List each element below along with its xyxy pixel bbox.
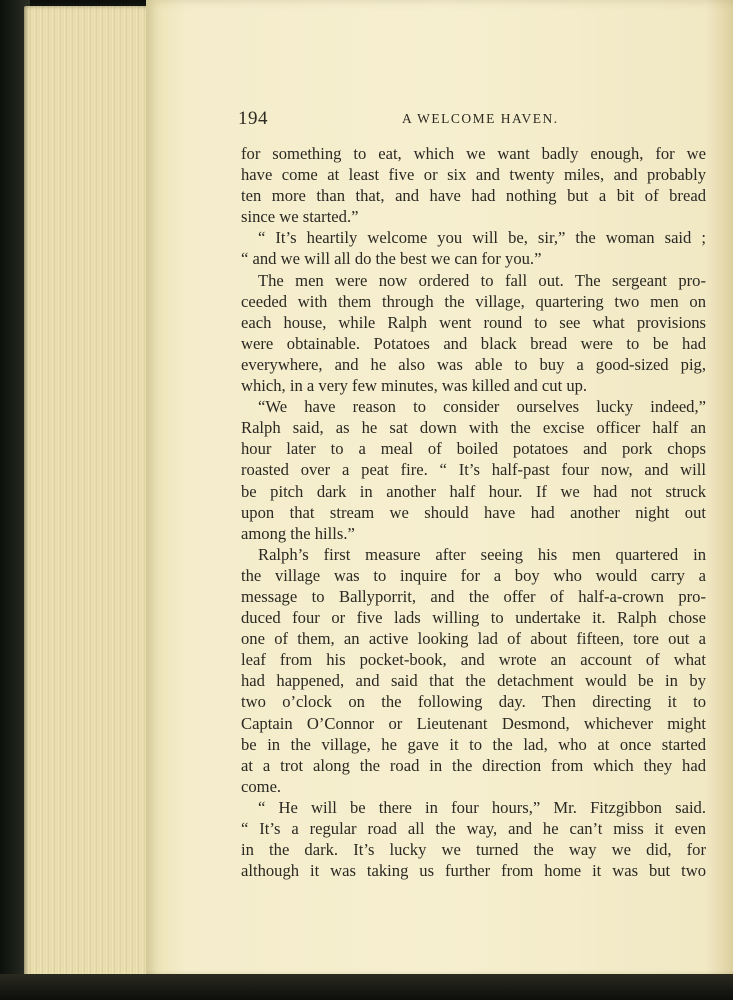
text-line: Ralph’s first measure after seeing his men quartered in [258, 544, 706, 564]
text-line: hour later to a meal of boiled potatoes and pork chops [241, 439, 706, 459]
text-line: “ It’s heartily welcome you will be, sir,” the woman said ; [258, 228, 706, 248]
text-line: Captain O’Connor or Lieutenant Desmond, whichever might [241, 713, 706, 733]
body-text [241, 143, 706, 881]
text-line: two o’clock on the following day. Then directing it to [241, 692, 706, 712]
text-line: one of them, an active looking lad of about fifteen, tore out a [241, 629, 706, 649]
text-line: the village was to inquire for a boy who would carry a [241, 565, 706, 585]
text-line: come. [241, 776, 282, 796]
text-line: at a trot along the road in the direction from which they had [241, 755, 706, 775]
running-head [238, 108, 704, 128]
text-line: have come at least five or six and twenty miles, and probably [241, 165, 706, 185]
text-line: leaf from his pocket-book, and wrote an account of what [241, 650, 706, 670]
text-line: duced four or five lads willing to undertake it. Ralph chose [241, 608, 706, 628]
text-line: which, in a very few minutes, was killed and cut up. [241, 376, 588, 396]
book-page [146, 0, 733, 984]
text-line: in the dark. It’s lucky we turned the way we did, for [241, 840, 706, 860]
text-line: since we started.” [241, 207, 359, 227]
text-line: Ralph said, as he sat down with the excise officer half an [241, 418, 706, 438]
text-line: “We have reason to consider ourselves lucky indeed,” [258, 397, 706, 417]
text-line: had happened, and said that the detachment would be in by [241, 671, 706, 691]
text-line: although it was taking us further from home it was but two [241, 861, 706, 881]
backdrop-bottom [0, 974, 733, 1000]
text-line: were obtainable. Potatoes and black bread were to be had [241, 333, 706, 353]
text-line: roasted over a peat fire. “ It’s half-past four now, and will [241, 460, 706, 480]
text-line: among the hills.” [241, 523, 355, 543]
text-line: each house, while Ralph went round to see what provisions [241, 312, 706, 332]
text-line: be pitch dark in another half hour. If we had not struck [241, 481, 706, 501]
text-line: for something to eat, which we want badly enough, for we [241, 144, 706, 163]
text-line: message to Ballyporrit, and the offer of half-a-crown pro- [241, 586, 706, 606]
text-line: everywhere, and he also was able to buy a good-sized pig, [241, 354, 706, 374]
text-line: be in the village, he gave it to the lad, who at once started [241, 734, 706, 754]
text-line: “ He will be there in four hours,” Mr. Fitzgibbon said. [258, 797, 706, 817]
page-number: 194 [238, 108, 268, 129]
text-line: “ and we will all do the best we can for you.” [241, 249, 542, 269]
text-line: ten more than that, and have had nothing but a bit of bread [241, 186, 706, 206]
text-line: The men were now ordered to fall out. The sergeant pro- [258, 270, 706, 290]
text-line: ceeded with them through the village, quartering two men on [241, 291, 706, 311]
page-edges [24, 6, 156, 980]
text-line: “ It’s a regular road all the way, and he can’t miss it even [241, 819, 706, 838]
text-line: upon that stream we should have had another night out [241, 502, 706, 522]
running-title: A WELCOME HAVEN. [402, 111, 559, 126]
